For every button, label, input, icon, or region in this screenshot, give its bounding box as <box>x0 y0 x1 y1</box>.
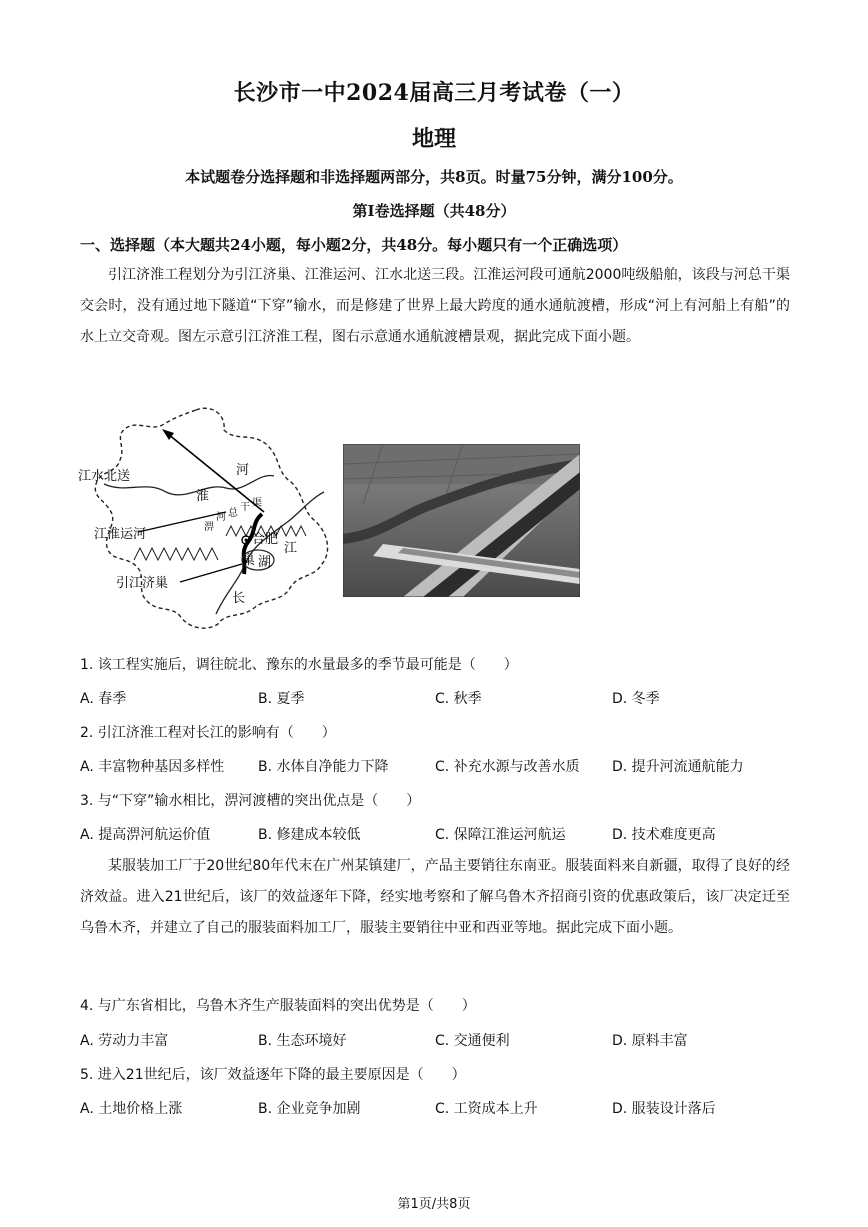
subject-heading: 地理 <box>411 126 456 152</box>
label-chao: 巢 <box>242 553 256 568</box>
q2-option-c: C. 补充水源与改善水质 <box>435 759 580 775</box>
section-heading: 一、选择题（本大题共24小题，每小题2分，共48分。每小题只有一个正确选项） <box>80 236 628 254</box>
passage-2: 某服装加工厂于20世纪80年代末在广州某镇建厂，产品主要销往东南亚。服装面料来自新疆，取得了良好的经济效益。进入21世纪后，该厂的效益逐年下降，经实地考察和了解乌鲁木齐招商引资的优惠政策后，该厂决定迁至乌鲁木齐，并建立了自己的服装面料加工厂，服装主要销往中亚和西亚等地。据此完成下面小题。 <box>80 858 790 936</box>
q3-option-b: B. 修建成本较低 <box>258 827 361 843</box>
q1-option-a: A. 春季 <box>80 691 127 707</box>
q2-option-b: B. 水体自净能力下降 <box>258 759 389 775</box>
label-north-transfer: 江水北送 <box>78 469 131 484</box>
leader-chao <box>180 564 242 582</box>
arrow-north <box>168 434 264 512</box>
question-2-stem: 2. 引江济淮工程对长江的影响有（ ） <box>80 725 336 741</box>
question-4-stem: 4. 与广东省相比，乌鲁木齐生产服装面料的突出优势是（ ） <box>80 998 476 1014</box>
q4-option-a: A. 劳动力丰富 <box>80 1033 169 1049</box>
q4-option-b: B. 生态环境好 <box>258 1033 347 1049</box>
q3-option-c: C. 保障江淮运河航运 <box>435 827 566 843</box>
passage-1: 引江济淮工程划分为引江济巢、江淮运河、江水北送三段。江淮运河段可通航2000吨级船舶，该段与河总干渠交会时，没有通过地下隧道“下穿”输水，而是修建了世界上最大跨度的通水通航渡槽，形成“河上有河船上有船”的水上立交奇观。图左示意引江济淮工程，图右示意通水通航渡槽景观，据此完成下面小题。 <box>80 267 790 345</box>
page-title: 长沙市一中2024届高三月考试卷（一） <box>233 80 635 106</box>
label-qu: 渠 <box>252 498 262 509</box>
aqueduct-photo <box>343 444 580 597</box>
q5-option-c: C. 工资成本上升 <box>435 1101 538 1117</box>
q4-option-c: C. 交通便利 <box>435 1033 510 1049</box>
q5-option-a: A. 土地价格上涨 <box>80 1101 183 1117</box>
label-he: 河 <box>236 463 250 478</box>
q1-option-b: B. 夏季 <box>258 691 305 707</box>
label-huai: 淮 <box>196 489 210 504</box>
label-hefei: 合肥 <box>252 532 279 547</box>
label-fei: 淠 <box>204 522 214 533</box>
question-3-stem: 3. 与“下穿”输水相比，淠河渡槽的突出优点是（ ） <box>80 793 421 809</box>
page-footer: 第1页/共8页 <box>397 1197 471 1212</box>
q1-option-c: C. 秋季 <box>435 691 482 707</box>
q2-option-d: D. 提升河流通航能力 <box>612 759 744 775</box>
q4-option-d: D. 原料丰富 <box>612 1033 688 1049</box>
mountain-range-1 <box>134 548 218 560</box>
q3-option-a: A. 提高淠河航运价值 <box>80 827 211 843</box>
label-chang: 长 <box>232 591 246 606</box>
label-hu: 湖 <box>258 555 272 570</box>
part-heading: 第Ⅰ卷选择题（共48分） <box>352 202 516 220</box>
project-map-figure <box>76 402 338 634</box>
label-jianghuai-canal: 江淮运河 <box>94 527 147 542</box>
question-5-stem: 5. 进入21世纪后，该厂效益逐年下降的最主要原因是（ ） <box>80 1067 466 1083</box>
label-gan: 干 <box>240 502 250 513</box>
label-he2: 河 <box>216 512 226 523</box>
q5-option-b: B. 企业竞争加剧 <box>258 1101 361 1117</box>
question-1-stem: 1. 该工程实施后，调往皖北、豫东的水量最多的季节最可能是（ ） <box>80 657 518 673</box>
label-yinjiang-jichao: 引江济巢 <box>116 576 169 591</box>
q2-option-a: A. 丰富物种基因多样性 <box>80 759 225 775</box>
label-jiang: 江 <box>284 541 298 556</box>
label-zong: 总 <box>228 508 238 519</box>
q3-option-d: D. 技术难度更高 <box>612 827 716 843</box>
q5-option-d: D. 服装设计落后 <box>612 1101 716 1117</box>
exam-info: 本试题卷分选择题和非选择题两部分，共8页。时量75分钟，满分100分。 <box>185 168 683 186</box>
q1-option-d: D. 冬季 <box>612 691 660 707</box>
